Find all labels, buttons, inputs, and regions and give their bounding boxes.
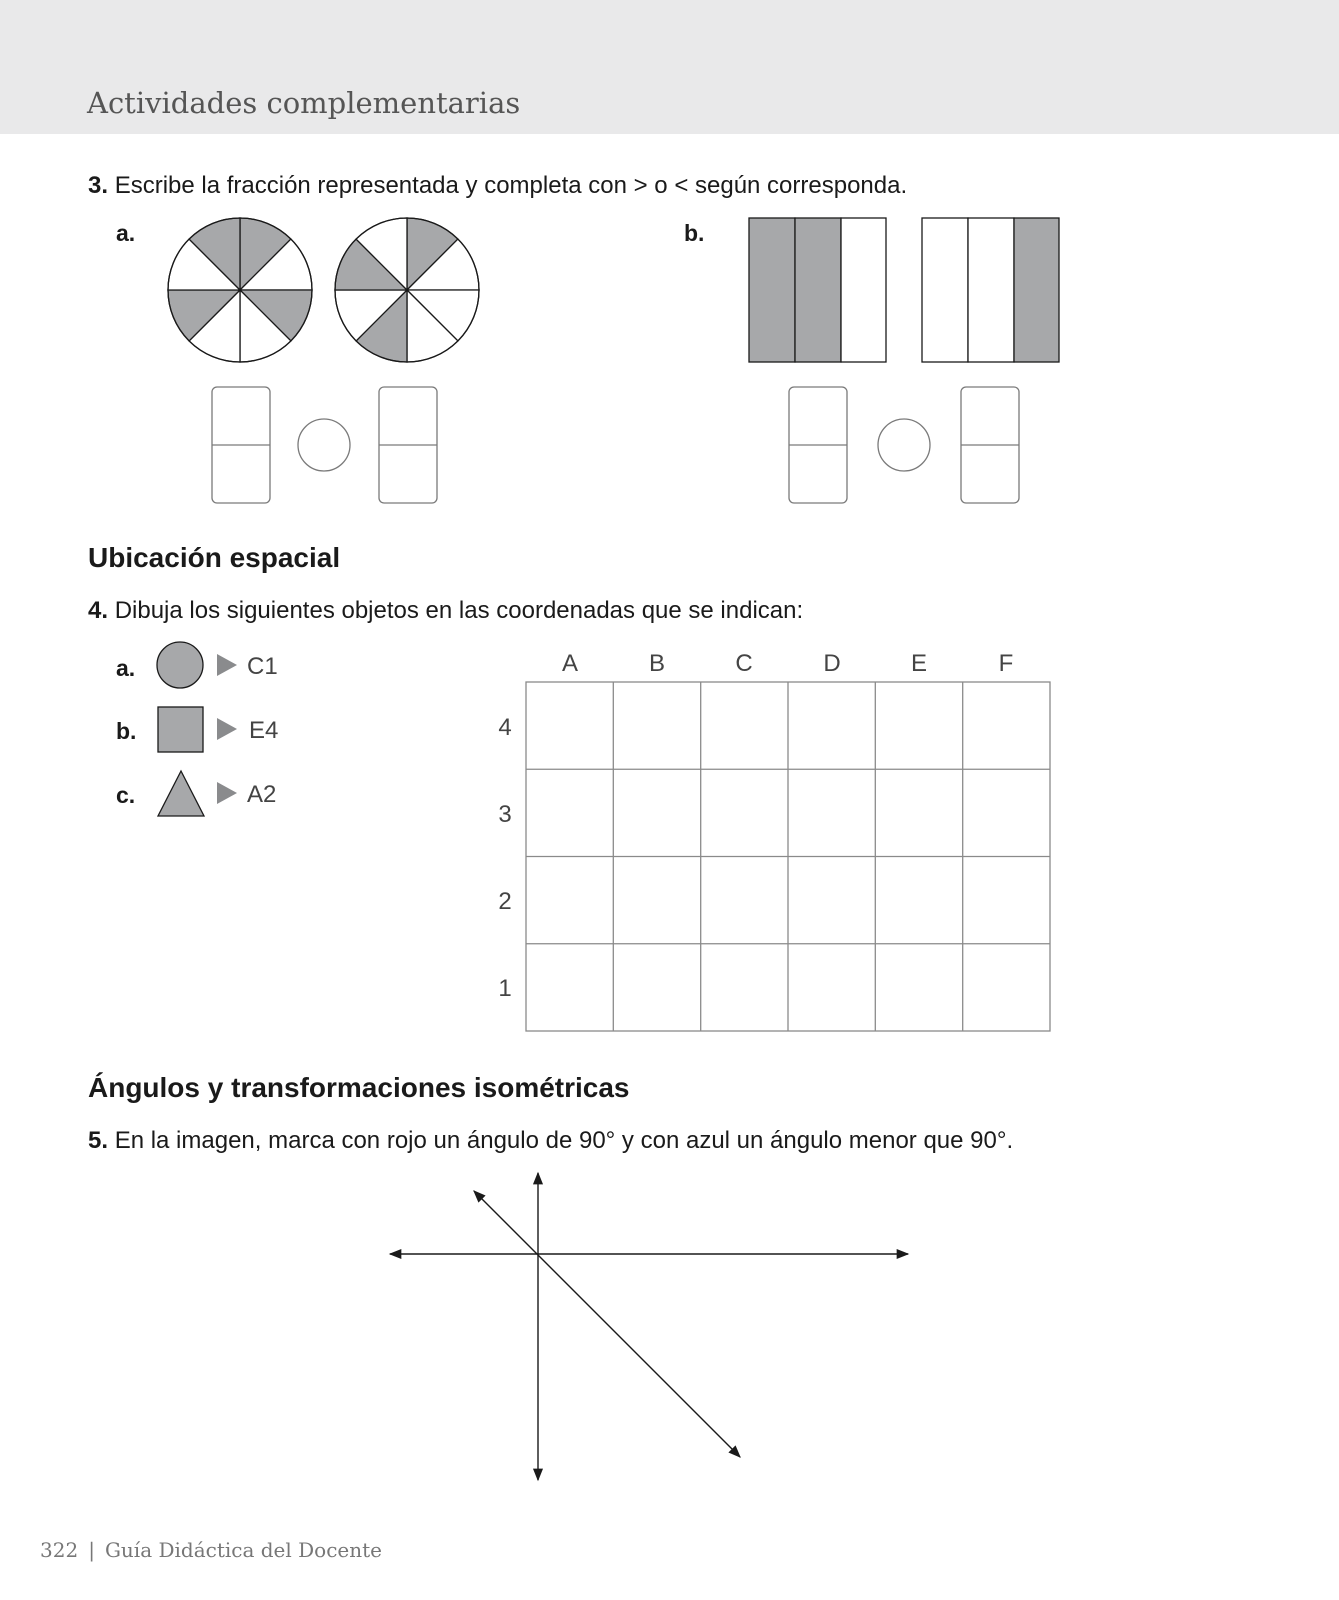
section-title-angulos: Ángulos y transformaciones isométricas — [88, 1072, 630, 1103]
q4-item-b-label: b. — [116, 718, 137, 744]
q4-number: 4. — [88, 597, 109, 624]
square-icon — [158, 707, 203, 752]
q5-text: En la imagen, marca con rojo un ángulo de 90° y con azul un ángulo menor que 90°. — [114, 1127, 1014, 1154]
q4-text: Dibuja los siguientes objetos en las coordenadas que se indican: — [114, 597, 804, 624]
fraction-circle-1 — [168, 218, 312, 362]
section-title-ubicacion: Ubicación espacial — [88, 542, 341, 573]
fraction-circle-2 — [335, 218, 479, 362]
grid-column-label: C — [735, 650, 753, 677]
grid-column-label: A — [561, 650, 578, 677]
grid-column-label: E — [910, 650, 927, 677]
grid-column-label: F — [998, 650, 1014, 677]
q4-prompt — [88, 597, 803, 625]
q3-number: 3. — [88, 172, 109, 199]
q4-item-c-coord: A2 — [247, 781, 277, 808]
play-arrow-icon — [217, 718, 237, 740]
grid-row-label: 2 — [498, 888, 512, 915]
q3-label-a: a. — [116, 220, 136, 246]
angle-lines-figure — [390, 1173, 908, 1480]
q4-item-a-label: a. — [116, 655, 136, 681]
fraction-rectangle-2 — [922, 218, 1059, 362]
answer-boxes-b — [789, 387, 1019, 503]
q4-item-b-coord: E4 — [249, 717, 279, 744]
play-arrow-icon — [217, 654, 237, 676]
q5-prompt — [88, 1127, 1013, 1155]
footer-title: Guía Didáctica del Docente — [104, 1538, 383, 1562]
grid-row-label: 1 — [498, 975, 512, 1002]
q3-text: Escribe la fracción representada y completa con > o < según corresponda. — [114, 172, 908, 199]
grid-row-label: 3 — [498, 801, 512, 828]
q4-item-a-coord: C1 — [247, 653, 278, 680]
play-arrow-icon — [217, 782, 237, 804]
diagonal-line — [474, 1191, 740, 1457]
grid-column-label: B — [648, 650, 665, 677]
answer-boxes-a — [212, 387, 437, 503]
q4-item-c-label: c. — [116, 782, 136, 808]
page-footer: 322 | Guía Didáctica del Docente — [40, 1538, 383, 1562]
fraction-rectangle-1 — [749, 218, 886, 362]
circle-icon — [157, 642, 203, 688]
coordinate-grid — [526, 682, 1050, 1031]
grid-row-label: 4 — [498, 714, 512, 741]
q3-label-b: b. — [684, 220, 705, 246]
q5-number: 5. — [88, 1127, 109, 1154]
triangle-icon — [158, 771, 204, 816]
page-header-title: Actividades complementarias — [87, 86, 521, 120]
grid-column-label: D — [823, 650, 841, 677]
page-number: 322 — [40, 1538, 79, 1562]
